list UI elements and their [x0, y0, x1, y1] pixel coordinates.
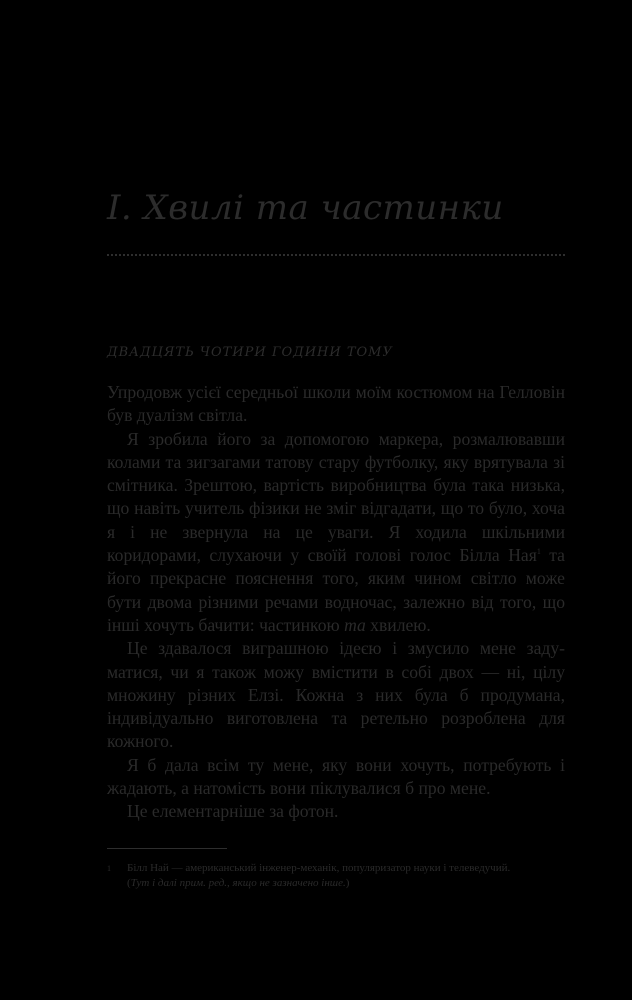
paragraph-2-emphasis: та: [344, 614, 366, 635]
paragraph-3: Це здавалося виграшною ідеєю і змусило мене задуматися, чи я також можу вмістити в собі двох — ні, цілу множину різних Елзі. Кожна з них була б продумана, індивідуально виготовлена та ретельно розроблена для кожного.: [107, 638, 565, 752]
section-heading: ДВАДЦЯТЬ ЧОТИРИ ГОДИНИ ТОМУ: [107, 345, 393, 360]
paragraph-2-part-b: та його прекрасне пояснення того, яким чином світло може бути двома різними речами водночас, залежно від того, що інші хочуть бачити: частинкою: [107, 545, 565, 635]
paragraph-2-part-a: Я зробила його за допомогою маркера, розмалювавши колами та зигзагами татову стару футболку, яку врятувала зі смітника. Зрештою, вартість виробництва була така низька, що навіть учитель фізики не зміг відгадати, що то було, хоча я і не звернула на це уваги. Я ходила шкільними коридорами, слухаючи у своїй голові голос Білла Ная: [107, 428, 565, 566]
chapter-title: І. Хвилі та частинки: [107, 188, 504, 228]
footnote-separator-rule: [107, 848, 227, 849]
body-text: [107, 381, 565, 824]
footnote-note-open: (: [127, 877, 131, 889]
footnote-number: 1: [107, 864, 111, 873]
footnote-note-close: ): [345, 877, 350, 889]
paragraph-1: Упродовж усієї середньої школи моїм костюмом на Гелловін був дуалізм світла.: [107, 382, 565, 426]
footnote: [107, 861, 565, 891]
footnote-body: [127, 861, 565, 891]
footnote-note-italic: Тут і далі прим. ред., якщо не зазначено інше.: [130, 877, 346, 889]
paragraph-4: Я б дала всім ту мене, яку вони хочуть, потребують і жадають, а натомість вони піклувалися б про мене.: [107, 754, 565, 799]
chapter-title-dotted-rule: [107, 254, 565, 256]
paragraph-5: Це елементарніше за фотон.: [127, 801, 339, 822]
footnote-reference-mark: 1: [536, 547, 541, 557]
book-page: [107, 0, 565, 1000]
paragraph-2-part-c: хвилею.: [365, 614, 431, 635]
footnote-text: Білл Най — американський інженер-механік, популяризатор науки і телеведучий.: [127, 862, 511, 874]
paragraph-2: [107, 428, 565, 638]
